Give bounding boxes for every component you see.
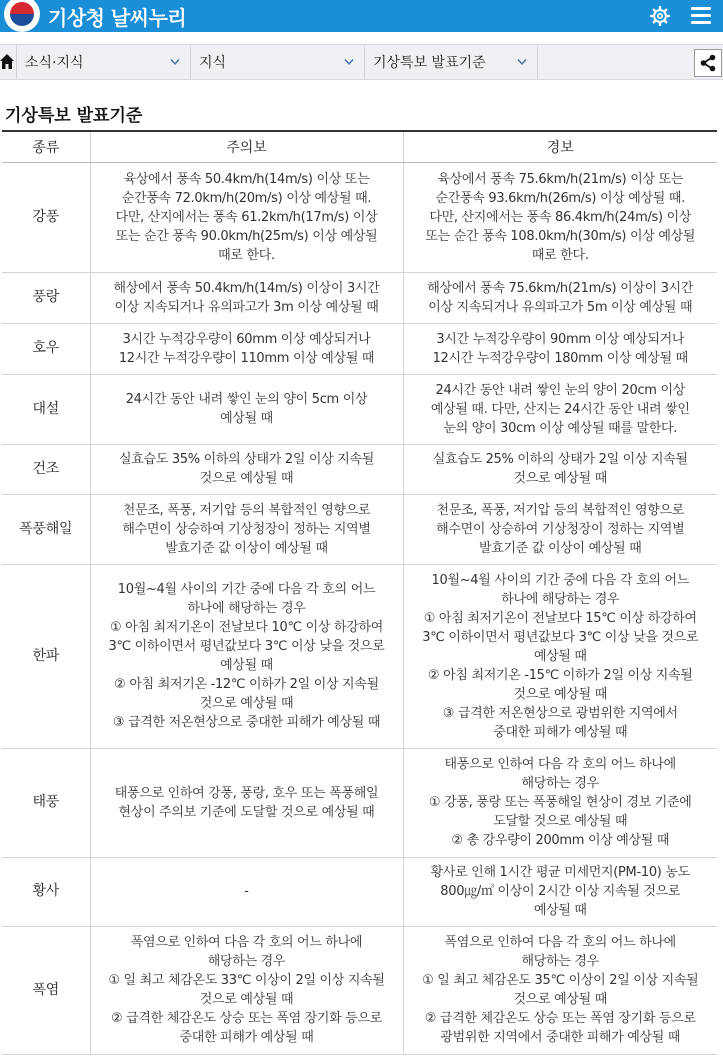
table-header-row: [2, 131, 717, 162]
advisory-criteria: 해상에서 풍속 50.4km/h(14m/s) 이상이 3시간 이상 지속되거나 유의파고가 3m 이상 예상될 때: [90, 272, 403, 323]
advisory-criteria: 10월~4월 사이의 기간 중에 다음 각 호의 어느 하나에 해당하는 경우 ① 아침 최저기온이 전날보다 10℃ 이상 하강하여 3℃ 이하이면서 평년값보다 3℃ 이상 낮을 것으로 예상될 때 ② 아침 최저기온 -12℃ 이하가 2일 이상 지속될 것으로 예상될 때 ③ 급격한 저온현상으로 중대한 피해가 예상될 때: [90, 564, 403, 748]
warning-criteria: 육상에서 풍속 75.6km/h(21m/s) 이상 또는 순간풍속 93.6km/h(26m/s) 이상 예상될 때. 다만, 산지에서는 풍속 86.4km/h(24m/s) 이상 또는 순간 풍속 108.0km/h(30m/s) 이상 예상될 때로 한다.: [403, 162, 717, 272]
row-kind: 강풍: [2, 162, 90, 272]
top-header: [0, 0, 723, 32]
table-row: [2, 748, 717, 857]
warning-criteria: 태풍으로 인하여 다음 각 호의 어느 하나에 해당하는 경우 ① 강풍, 풍랑 또는 폭풍해일 현상이 경보 기준에 도달할 것으로 예상될 때 ② 총 강우량이 200mm 이상 예상될 때: [403, 748, 717, 857]
table-row: [2, 857, 717, 926]
breadcrumb-knowledge[interactable]: [190, 45, 364, 79]
breadcrumb: [0, 44, 723, 80]
advisory-criteria: 24시간 동안 내려 쌓인 눈의 양이 5cm 이상 예상될 때: [90, 374, 403, 444]
table-row: [2, 323, 717, 374]
table-row: [2, 374, 717, 444]
chevron-down-icon: [517, 58, 527, 66]
warning-criteria: 폭염으로 인하여 다음 각 호의 어느 하나에 해당하는 경우 ① 일 최고 체감온도 35℃ 이상이 2일 이상 지속될 것으로 예상될 때 ② 급격한 체감온도 상승 또는 폭염 장기화 등으로 광범위한 지역에서 중대한 피해가 예상될 때: [403, 926, 717, 1054]
share-button[interactable]: [694, 49, 722, 77]
column-header-kind: 종류: [2, 131, 90, 162]
row-kind: 한파: [2, 564, 90, 748]
warning-criteria-table: [2, 130, 717, 1055]
advisory-criteria: 육상에서 풍속 50.4km/h(14m/s) 이상 또는 순간풍속 72.0km/h(20m/s) 이상 예상될 때. 다만, 산지에서는 풍속 61.2km/h(17m/s) 이상 또는 순간 풍속 90.0km/h(25m/s) 이상 예상될 때로 한다.: [90, 162, 403, 272]
row-kind: 폭염: [2, 926, 90, 1054]
warning-criteria: 10월~4월 사이의 기간 중에 다음 각 호의 어느 하나에 해당하는 경우 ① 아침 최저기온이 전날보다 15℃ 이상 하강하여 3℃ 이하이면서 평년값보다 3℃ 이상 낮을 것으로 예상될 때 ② 아침 최저기온 -15℃ 이하가 2일 이상 지속될 것으로 예상될 때 ③ 급격한 저온현상으로 광범위한 지역에서 중대한 피해가 예상될 때: [403, 564, 717, 748]
row-kind: 건조: [2, 444, 90, 494]
share-icon: [699, 54, 717, 72]
advisory-criteria: 폭염으로 인하여 다음 각 호의 어느 하나에 해당하는 경우 ① 일 최고 체감온도 33℃ 이상이 2일 이상 지속될 것으로 예상될 때 ② 급격한 체감온도 상승 또는 폭염 장기화 등으로 중대한 피해가 예상될 때: [90, 926, 403, 1054]
warning-criteria: 실효습도 25% 이하의 상태가 2일 이상 지속될 것으로 예상될 때: [403, 444, 717, 494]
table-row: [2, 926, 717, 1054]
warning-criteria: 천문조, 폭풍, 저기압 등의 복합적인 영향으로 해수면이 상승하여 기상청장이 정하는 지역별 발효기준 값 이상이 예상될 때: [403, 494, 717, 564]
breadcrumb-label: 지식: [199, 55, 227, 71]
advisory-criteria: 3시간 누적강우량이 60mm 이상 예상되거나 12시간 누적강우량이 110mm 이상 예상될 때: [90, 323, 403, 374]
advisory-criteria: -: [90, 857, 403, 926]
row-kind: 황사: [2, 857, 90, 926]
table-row: [2, 564, 717, 748]
advisory-criteria: 태풍으로 인하여 강풍, 풍랑, 호우 또는 폭풍해일 현상이 주의보 기준에 도달할 것으로 예상될 때: [90, 748, 403, 857]
breadcrumb-warning-criteria[interactable]: [364, 45, 538, 79]
logo-icon[interactable]: [4, 0, 40, 32]
row-kind: 풍랑: [2, 272, 90, 323]
chevron-down-icon: [344, 58, 354, 66]
column-header-warning: 경보: [403, 131, 717, 162]
home-icon[interactable]: [0, 54, 14, 70]
advisory-criteria: 실효습도 35% 이하의 상태가 2일 이상 지속될 것으로 예상될 때: [90, 444, 403, 494]
site-title[interactable]: 기상청 날씨누리: [48, 6, 187, 30]
warning-criteria: 해상에서 풍속 75.6km/h(21m/s) 이상이 3시간 이상 지속되거나 유의파고가 5m 이상 예상될 때: [403, 272, 717, 323]
advisory-criteria: 천문조, 폭풍, 저기압 등의 복합적인 영향으로 해수면이 상승하여 기상청장이 정하는 지역별 발효기준 값 이상이 예상될 때: [90, 494, 403, 564]
warning-criteria: 3시간 누적강우량이 90mm 이상 예상되거나 12시간 누적강우량이 180mm 이상 예상될 때: [403, 323, 717, 374]
warning-criteria: 24시간 동안 내려 쌓인 눈의 양이 20cm 이상 예상될 때. 다만, 산지는 24시간 동안 내려 쌓인 눈의 양이 30cm 이상 예상될 때를 말한다.: [403, 374, 717, 444]
column-header-advisory: 주의보: [90, 131, 403, 162]
table-row: [2, 272, 717, 323]
row-kind: 호우: [2, 323, 90, 374]
table-row: [2, 494, 717, 564]
row-kind: 폭풍해일: [2, 494, 90, 564]
breadcrumb-label: 소식·지식: [25, 55, 84, 71]
breadcrumb-label: 기상특보 발표기준: [373, 55, 486, 71]
table-row: [2, 162, 717, 272]
menu-icon[interactable]: [691, 7, 711, 25]
gear-icon[interactable]: [650, 6, 670, 26]
table-row: [2, 444, 717, 494]
chevron-down-icon: [170, 58, 180, 66]
page-title: 기상특보 발표기준: [5, 106, 143, 126]
row-kind: 태풍: [2, 748, 90, 857]
warning-criteria: 황사로 인해 1시간 평균 미세먼지(PM-10) 농도 800㎍/㎥ 이상이 2시간 이상 지속될 것으로 예상될 때: [403, 857, 717, 926]
row-kind: 대설: [2, 374, 90, 444]
breadcrumb-news-knowledge[interactable]: [16, 45, 190, 79]
